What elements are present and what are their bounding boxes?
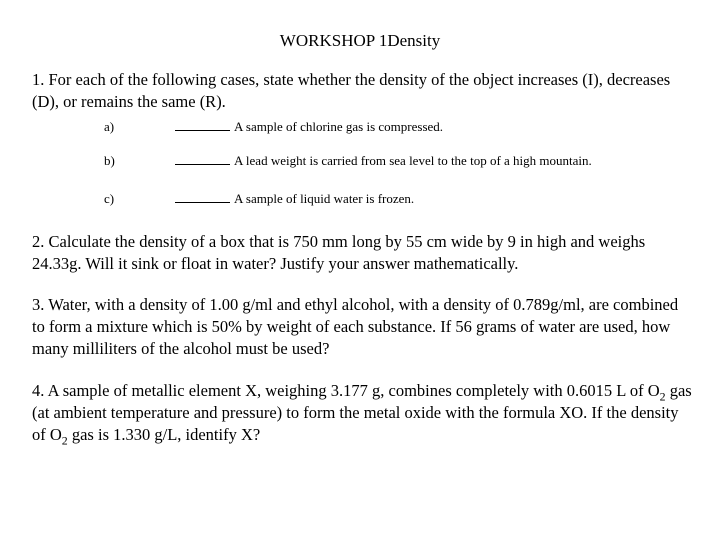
subscript-2: 2 <box>61 433 68 448</box>
answer-blank <box>175 119 230 131</box>
item-text: A sample of liquid water is frozen. <box>234 191 415 206</box>
subscript-2: 2 <box>659 389 666 404</box>
item-label: a) <box>104 119 115 134</box>
answer-blank <box>175 191 230 203</box>
page-title: WORKSHOP 1Density <box>279 31 441 50</box>
question-4-text-2: gas (at ambient temperature and pressure) to form the metal oxide with the formula XO. If the density of O <box>32 381 692 444</box>
item-text: A lead weight is carried from sea level to the top of a high mountain. <box>234 153 592 168</box>
question-1-item-a <box>104 119 704 135</box>
question-2: 2. Calculate the density of a box that is 750 mm long by 55 cm wide by 9 in high and weighs 24.33g. Will it sink or float in water? Justify your answer mathematically. <box>32 232 646 273</box>
question-4-text-3: gas is 1.330 g/L, identify X? <box>67 425 261 444</box>
answer-blank <box>175 153 230 165</box>
question-3: 3. Water, with a density of 1.00 g/ml and ethyl alcohol, with a density of 0.789g/ml, are combined to form a mixture which is 50% by weight of each substance. If 56 grams of water are used, how many milliliters of the alcohol must be used? <box>32 295 679 358</box>
question-1-item-c <box>104 191 704 207</box>
item-label: b) <box>104 153 115 168</box>
item-label: c) <box>104 191 115 206</box>
question-4-text-1: 4. A sample of metallic element X, weighing 3.177 g, combines completely with 0.6015 L of O <box>32 381 660 400</box>
item-text: A sample of chlorine gas is compressed. <box>234 119 444 134</box>
question-1-item-b <box>104 153 704 169</box>
question-4 <box>32 380 692 446</box>
question-1-intro: 1. For each of the following cases, state whether the density of the object increases (I), decreases (D), or remains the same (R). <box>32 70 671 111</box>
